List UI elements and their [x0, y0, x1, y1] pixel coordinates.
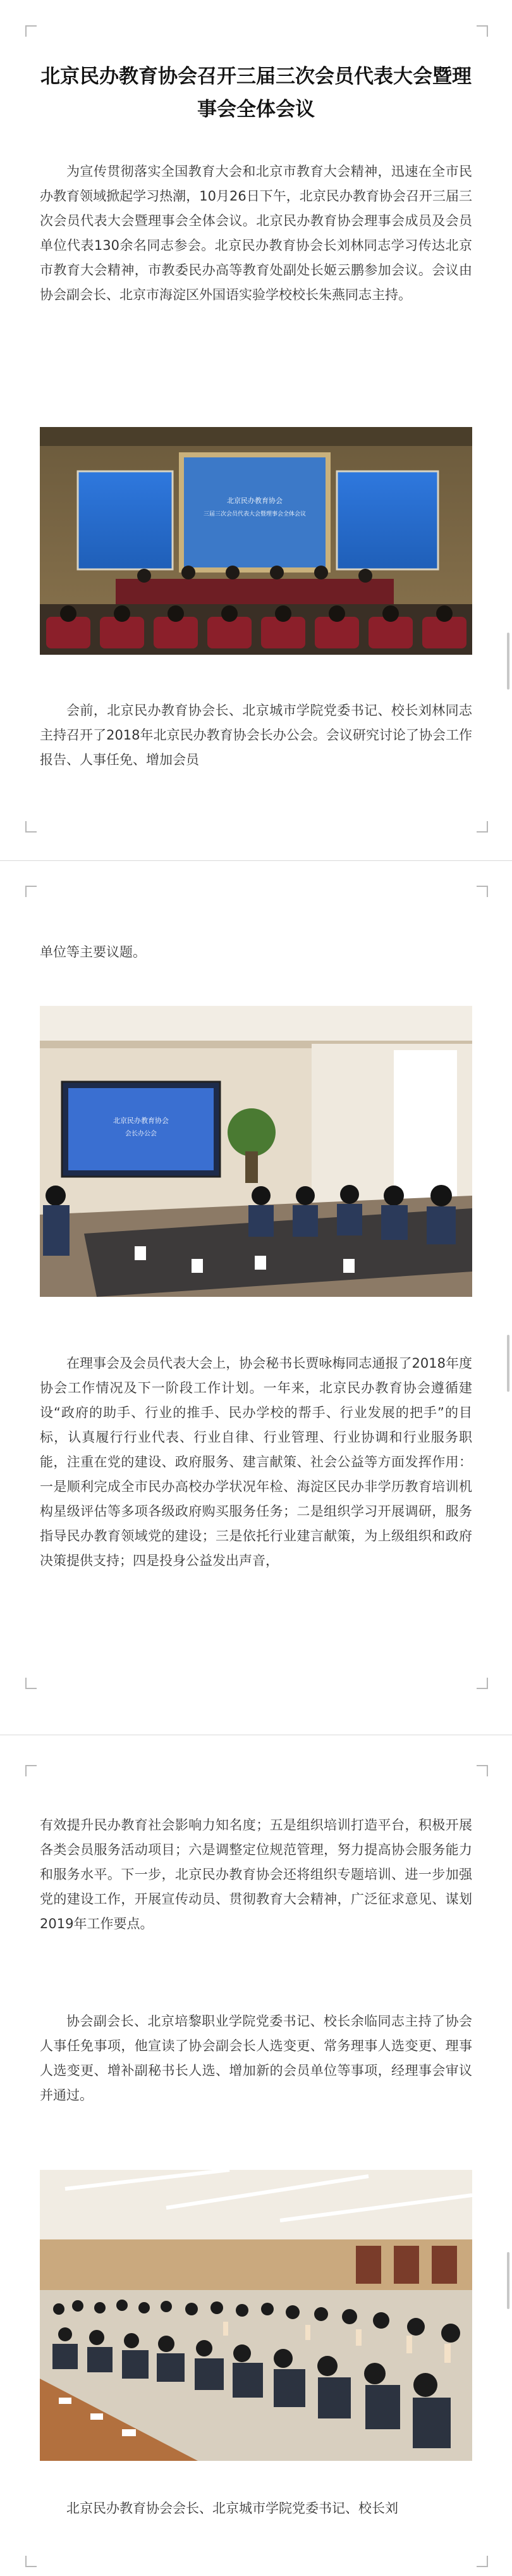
- personnel-paragraph: 协会副会长、北京培黎职业学院党委书记、校长余临同志主持了协会人事任免事项，他宣读了协会副会长人选变更、常务理事人选变更、理事人选变更、增补副秘书长人选、增加新的会员单位等事项，经理事会审议并通过。: [40, 2014, 472, 2103]
- meeting-room-photo: [40, 1006, 472, 1297]
- scrollbar-thumb[interactable]: [507, 1335, 509, 1392]
- page-corner-mark: [25, 2556, 37, 2567]
- intro-paragraph: 为宣传贯彻落实全国教育大会和北京市教育大会精神，迅速在全市民办教育领域掀起学习热潮，10月26日下午，北京民办教育协会召开三届三次会员代表大会暨理事会全体会议。北京民办教育协会理事会成员及会员单位代表130余名同志参会。北京民办教育协会长刘林同志学习传达北京市教育大会精神，市教委民办高等教育处副处长姬云鹏参加会议。会议由协会副会长、北京市海淀区外国语实验学校校长朱燕同志主持。: [40, 164, 472, 302]
- article-title: 北京民办教育协会召开三届三次会员代表大会暨理事会全体会议: [40, 65, 472, 121]
- preparatory-meeting-continued: 单位等主要议题。: [40, 944, 146, 960]
- meeting-screen-text-1: 北京民办教育协会: [113, 1117, 169, 1125]
- closing-paragraph: 北京民办教育协会会长、北京城市学院党委书记、校长刘: [66, 2501, 398, 2516]
- page-corner-mark: [25, 1765, 37, 1776]
- audience-voting-photo: [40, 2170, 472, 2461]
- meeting-screen-text-2: 会长办公会: [125, 1130, 157, 1137]
- page-corner-mark: [477, 1678, 488, 1689]
- stage-screen-text-2: 三届三次会员代表大会暨理事会全体会议: [203, 511, 307, 517]
- page-corner-mark: [25, 886, 37, 897]
- page-corner-mark: [25, 25, 37, 37]
- page-corner-mark: [25, 821, 37, 833]
- stage-screen-text-1: 北京民办教育协会: [227, 497, 283, 505]
- page-corner-mark: [477, 886, 488, 897]
- conference-stage-photo: [40, 427, 472, 655]
- page-divider: [0, 860, 512, 861]
- scrollbar-thumb[interactable]: [507, 2252, 509, 2309]
- preparatory-meeting-paragraph: 会前，北京民办教育协会长、北京城市学院党委书记、校长刘林同志主持召开了2018年北京民办教育协会长办公会。会议研究讨论了协会工作报告、人事任免、增加会员: [40, 703, 472, 767]
- scrollbar-thumb[interactable]: [507, 633, 509, 690]
- work-report-paragraph: 在理事会及会员代表大会上，协会秘书长贾咏梅同志通报了2018年度协会工作情况及下一阶段工作计划。一年来，北京民办教育协会遵循建设“政府的助手、行业的推手、民办学校的帮手、行业发展的把手”的目标，认真履行行业代表、行业自律、行业管理、行业协调和行业服务职能，注重在党的建设、政府服务、建言献策、社会公益等方面发挥作用：一是顺利完成全市民办高校办学状况年检、海淀区民办非学历教育培训机构星级评估等多项各级政府购买服务任务；二是组织学习开展调研，服务指导民办教育领域党的建设；三是依托行业建言献策，为上级组织和政府决策提供支持；四是投身公益发出声音，: [40, 1356, 472, 1568]
- page-corner-mark: [477, 821, 488, 833]
- page-corner-mark: [477, 2556, 488, 2567]
- page-corner-mark: [25, 1678, 37, 1689]
- work-report-continued: 有效提升民办教育社会影响力知名度；五是组织培训打造平台，积极开展各类会员服务活动项目；六是调整定位规范管理，努力提高协会服务能力和服务水平。下一步，北京民办教育协会还将组织专题培训、进一步加强党的建设工作，开展宣传动员、贯彻教育大会精神，广泛征求意见、谋划2019年工作要点。: [40, 1817, 472, 1931]
- page-corner-mark: [477, 25, 488, 37]
- page-corner-mark: [477, 1765, 488, 1776]
